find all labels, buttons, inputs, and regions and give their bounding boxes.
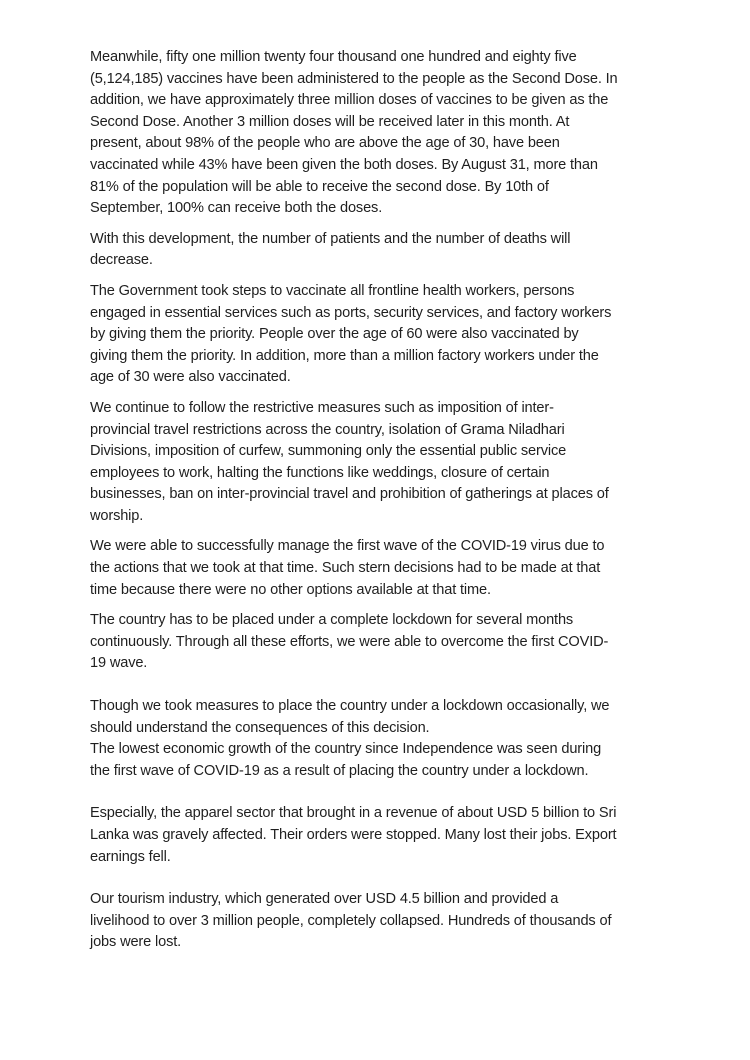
- paragraph-first-wave: [90, 536, 690, 601]
- text-line: Especially, the apparel sector that brought in a revenue of about USD 5 billion to Sri: [90, 805, 617, 822]
- text-line: employees to work, halting the functions like weddings, closure of certain: [90, 464, 550, 481]
- text-line: worship.: [90, 507, 144, 524]
- text-line: The country has to be placed under a complete lockdown for several months: [90, 612, 574, 629]
- text-line: businesses, ban on inter-provincial travel and prohibition of gatherings at places of: [90, 486, 609, 503]
- text-line: vaccinated while 43% have been given the both doses. By August 31, more than: [90, 156, 598, 173]
- text-line: (5,124,185) vaccines have been administered to the people as the Second Dose. In: [90, 70, 618, 87]
- text-line: addition, we have approximately three million doses of vaccines to be given as the: [90, 92, 609, 109]
- text-line: time because there were no other options available at that time.: [90, 581, 491, 598]
- paragraph-tourism: [90, 889, 690, 954]
- text-line: We were able to successfully manage the first wave of the COVID-19 virus due to: [90, 538, 605, 555]
- text-line: giving them the priority. In addition, more than a million factory workers under the: [90, 347, 599, 364]
- text-line: September, 100% can receive both the doses.: [90, 200, 383, 217]
- text-line: 19 wave.: [90, 655, 148, 672]
- text-line: Lanka was gravely affected. Their orders were stopped. Many lost their jobs. Export: [90, 827, 617, 843]
- text-line: The lowest economic growth of the country since Independence was seen during: [90, 741, 602, 758]
- text-line: Meanwhile, fifty one million twenty four thousand one hundred and eighty five: [90, 49, 577, 65]
- text-line: earnings fell.: [90, 848, 171, 865]
- text-line: present, about 98% of the people who are above the age of 30, have been: [90, 135, 560, 152]
- document-body: [90, 47, 690, 954]
- text-line: provincial travel restrictions across the country, isolation of Grama Niladhari: [90, 421, 565, 438]
- paragraph-lockdown: [90, 610, 690, 675]
- text-line: decrease.: [90, 252, 153, 269]
- text-line: We continue to follow the restrictive measures such as imposition of inter-: [90, 399, 554, 416]
- text-line: by giving them the priority. People over the age of 60 were also vaccinated by: [90, 326, 579, 343]
- text-line: continuously. Through all these efforts, we were able to overcome the first COVID-: [90, 633, 609, 650]
- paragraph-spacing: [90, 782, 690, 803]
- paragraph-spacing: [90, 601, 690, 610]
- text-line: The Government took steps to vaccinate all frontline health workers, persons: [90, 282, 575, 299]
- paragraph-second-dose: [90, 47, 690, 220]
- text-line: the first wave of COVID-19 as a result of placing the country under a lockdown.: [90, 762, 589, 779]
- paragraph-consequences: [90, 696, 690, 782]
- paragraph-spacing: [90, 272, 690, 281]
- text-line: Our tourism industry, which generated over USD 4.5 billion and provided a: [90, 891, 559, 908]
- text-line: 81% of the population will be able to receive the second dose. By 10th of: [90, 178, 549, 195]
- paragraph-government-steps: [90, 281, 690, 389]
- paragraph-spacing: [90, 675, 690, 696]
- text-line: the actions that we took at that time. Such stern decisions had to be made at that: [90, 560, 601, 577]
- paragraph-restrictive-measures: [90, 398, 690, 528]
- text-line: age of 30 were also vaccinated.: [90, 369, 291, 386]
- paragraph-spacing: [90, 389, 690, 398]
- text-line: Second Dose. Another 3 million doses will be received later in this month. At: [90, 113, 570, 130]
- text-line: jobs were lost.: [90, 934, 182, 951]
- text-line: engaged in essential services such as ports, security services, and factory workers: [90, 304, 612, 321]
- text-line: Though we took measures to place the country under a lockdown occasionally, we: [90, 698, 610, 715]
- text-line: livelihood to over 3 million people, completely collapsed. Hundreds of thousands of: [90, 912, 612, 929]
- paragraph-apparel-sector: [90, 803, 690, 868]
- text-line: should understand the consequences of this decision.: [90, 719, 430, 736]
- text-line: Divisions, imposition of curfew, summoning only the essential public service: [90, 443, 567, 460]
- paragraph-spacing: [90, 868, 690, 889]
- paragraph-development: [90, 229, 690, 272]
- text-line: With this development, the number of patients and the number of deaths will: [90, 230, 571, 247]
- paragraph-spacing: [90, 220, 690, 229]
- paragraph-spacing: [90, 527, 690, 536]
